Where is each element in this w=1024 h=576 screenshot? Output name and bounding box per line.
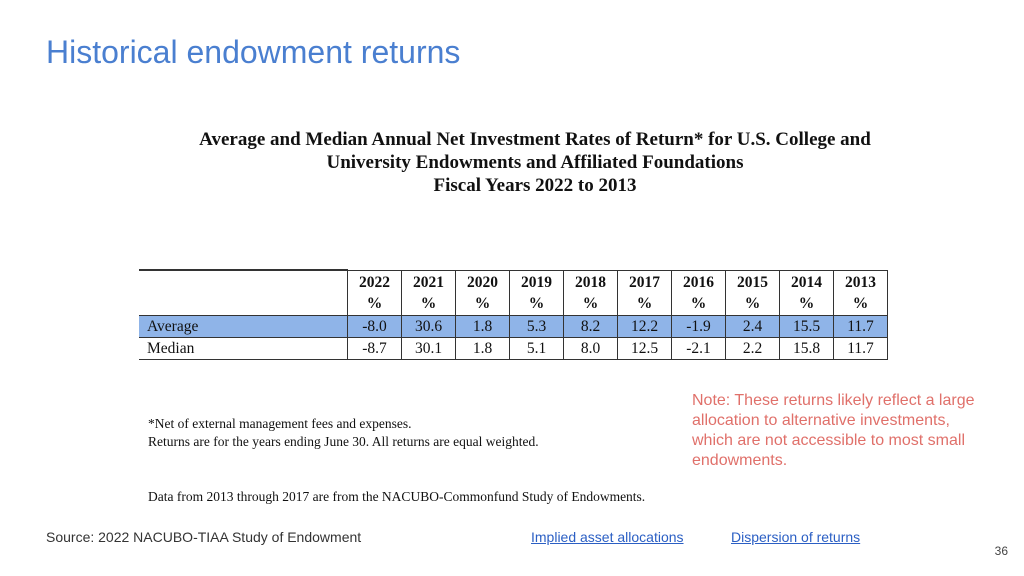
table-cell: 1.8: [456, 316, 510, 338]
year-header: 2019 %: [510, 270, 564, 316]
table-cell: -1.9: [672, 316, 726, 338]
row-label: Median: [139, 338, 348, 360]
year-header: 2018 %: [564, 270, 618, 316]
year-header: 2020 %: [456, 270, 510, 316]
year-header: 2015 %: [726, 270, 780, 316]
table-cell: 30.6: [402, 316, 456, 338]
table-cell: -8.0: [348, 316, 402, 338]
table-row-average: [139, 316, 888, 338]
slide-title: Historical endowment returns: [46, 34, 461, 70]
data-source-note: Data from 2013 through 2017 are from the NACUBO-Commonfund Study of Endowments.: [148, 489, 646, 504]
table-heading-line: Average and Median Annual Net Investment Rates of Return* for U.S. College and: [199, 129, 871, 150]
implied-asset-allocations-link[interactable]: Implied asset allocations: [531, 529, 684, 545]
year-header: 2017 %: [618, 270, 672, 316]
table-cell: 12.2: [618, 316, 672, 338]
table-cell: 8.2: [564, 316, 618, 338]
dispersion-of-returns-link[interactable]: Dispersion of returns: [731, 529, 861, 545]
table-cell: -2.1: [672, 338, 726, 360]
table-cell: 2.2: [726, 338, 780, 360]
table-cell: 11.7: [834, 338, 888, 360]
footnote-line: *Net of external management fees and expenses.: [148, 416, 412, 431]
table-cell: 2.4: [726, 316, 780, 338]
table-cell: -8.7: [348, 338, 402, 360]
table-footnotes: [148, 415, 539, 451]
table-cell: 15.5: [780, 316, 834, 338]
source-citation: Source: 2022 NACUBO-TIAA Study of Endowment: [46, 529, 362, 545]
year-header: 2013 %: [834, 270, 888, 316]
year-header: 2021 %: [402, 270, 456, 316]
callout-note: Note: These returns likely reflect a large allocation to alternative investments, which are not accessible to most small endowments.: [692, 392, 975, 469]
year-header: 2014 %: [780, 270, 834, 316]
row-label: Average: [139, 316, 348, 338]
table-cell: 15.8: [780, 338, 834, 360]
table-cell: 5.1: [510, 338, 564, 360]
table-row-median: [139, 338, 888, 360]
returns-table: [139, 269, 888, 360]
table-cell: 5.3: [510, 316, 564, 338]
year-header: 2016 %: [672, 270, 726, 316]
year-header: 2022 %: [348, 270, 402, 316]
table-cell: 30.1: [402, 338, 456, 360]
table-header-row: [139, 270, 888, 316]
table-heading-line: University Endowments and Affiliated Foundations: [326, 152, 744, 173]
table-cell: 1.8: [456, 338, 510, 360]
table-heading-line: Fiscal Years 2022 to 2013: [433, 175, 637, 196]
page-number: 36: [994, 544, 1008, 558]
table-cell: 11.7: [834, 316, 888, 338]
table-cell: 12.5: [618, 338, 672, 360]
header-blank-cell: [139, 270, 348, 316]
footnote-line: Returns are for the years ending June 30. All returns are equal weighted.: [148, 434, 539, 449]
table-heading: [150, 128, 920, 197]
table-cell: 8.0: [564, 338, 618, 360]
